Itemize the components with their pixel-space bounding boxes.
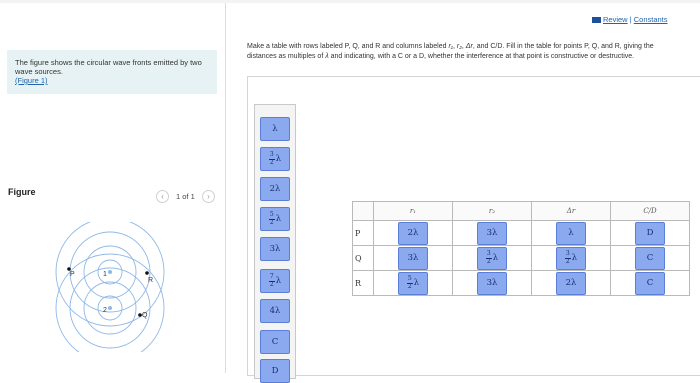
drop-target[interactable] (532, 246, 611, 271)
prompt-text: and indicating, with a (328, 52, 398, 60)
cd-term: C/D (490, 43, 503, 50)
tile-fraction: $\frac{5}{2}$ (407, 275, 412, 290)
answer-table (352, 201, 690, 296)
review-links (592, 15, 668, 24)
tile-symbol: λ (275, 244, 281, 254)
delta-r-term: Δr (465, 43, 473, 50)
prompt-text: or a (402, 52, 419, 60)
review-icon (592, 17, 601, 23)
tile-symbol: λ (275, 306, 281, 316)
source-1-label: 1 (103, 271, 107, 278)
table-row (353, 246, 690, 271)
c-term: C (397, 52, 403, 60)
row-label-p: P (353, 221, 374, 246)
row-label-r: R (353, 271, 374, 296)
prompt-text: , whether the interference at that point is constructive or destructive. (424, 52, 635, 60)
tile-symbol: λ (272, 124, 278, 134)
palette-tile[interactable] (260, 117, 290, 141)
palette-tile[interactable] (260, 330, 290, 354)
tile-fraction: $\frac{3}{2}$ (486, 250, 491, 265)
table-row (353, 271, 690, 296)
drop-target[interactable] (374, 221, 453, 246)
drop-target[interactable] (611, 246, 690, 271)
tile-symbol: C (646, 253, 654, 263)
point-q-label: Q (142, 312, 148, 319)
table-corner (353, 202, 374, 221)
drop-target[interactable] (611, 271, 690, 296)
intro-text: The figure shows the circular wave fronts emitted by two wave sources. (15, 58, 202, 76)
drop-target[interactable] (453, 271, 532, 296)
tile-symbol: λ (492, 228, 498, 238)
placed-tile[interactable] (556, 222, 586, 245)
table-header-row (353, 202, 690, 221)
tile-coefficient: 2 (269, 184, 276, 194)
tile-symbol: λ (571, 253, 578, 263)
answer-palette (254, 104, 296, 379)
tile-symbol: C (646, 278, 654, 288)
question-prompt (247, 42, 677, 61)
review-link[interactable]: Review (603, 15, 628, 24)
tile-symbol: λ (413, 278, 420, 288)
tile-symbol: λ (413, 253, 419, 263)
source-2-dot (108, 306, 112, 310)
tile-coefficient: 3 (407, 253, 414, 263)
prompt-text: Make a table with rows labeled P, Q, and R and columns labeled (247, 43, 449, 50)
drop-target[interactable] (374, 271, 453, 296)
tile-fraction: $\frac{3}{2}$ (269, 151, 274, 166)
drop-target[interactable] (611, 221, 690, 246)
source-1-dot (108, 270, 112, 274)
source-2-label: 2 (103, 307, 107, 314)
figure-title: Figure (8, 187, 36, 197)
chevron-left-icon[interactable]: ‹ (156, 190, 169, 203)
tile-fraction: $\frac{7}{2}$ (269, 273, 274, 288)
tile-symbol: λ (275, 214, 282, 224)
figure-link[interactable]: (Figure 1) (15, 76, 48, 85)
prompt-text: . Fill in the table for points P, Q, and R, giving the distances as multiples of (247, 43, 654, 60)
prompt-text: , and (472, 43, 491, 50)
d-term: D (418, 52, 424, 60)
r2-term: r₂ (456, 43, 462, 50)
point-r-dot (145, 271, 149, 275)
tile-symbol: λ (275, 276, 282, 286)
intro-box (7, 50, 217, 94)
tile-symbol: λ (275, 154, 282, 164)
placed-tile[interactable] (635, 222, 665, 245)
table-row (353, 221, 690, 246)
tile-symbol: λ (275, 184, 281, 194)
chevron-right-icon[interactable]: › (202, 190, 215, 203)
prompt-text: , (461, 43, 466, 50)
placed-tile[interactable] (398, 272, 428, 295)
placed-tile[interactable] (398, 222, 428, 245)
tile-coefficient: 4 (269, 306, 276, 316)
drop-target[interactable] (532, 271, 611, 296)
palette-tile[interactable] (260, 147, 290, 171)
drop-target[interactable] (453, 221, 532, 246)
drop-target[interactable] (453, 246, 532, 271)
pager-text: 1 of 1 (176, 192, 195, 201)
placed-tile[interactable] (635, 247, 665, 270)
tile-symbol: λ (492, 278, 498, 288)
column-header-delta-r: Δr (532, 202, 611, 221)
tile-coefficient: 2 (407, 228, 414, 238)
tile-symbol: λ (413, 228, 419, 238)
tile-coefficient: 2 (565, 278, 572, 288)
palette-tile[interactable] (260, 237, 290, 261)
wave-fronts-diagram (50, 222, 180, 352)
tile-symbol: λ (571, 278, 577, 288)
tile-symbol: D (646, 228, 654, 238)
tile-fraction: $\frac{5}{2}$ (269, 211, 274, 226)
tile-coefficient: 3 (486, 278, 493, 288)
tile-fraction: $\frac{3}{2}$ (565, 250, 570, 265)
row-label-q: Q (353, 246, 374, 271)
palette-tile[interactable] (260, 269, 290, 293)
placed-tile[interactable] (556, 247, 586, 270)
point-r-label: R (148, 277, 154, 284)
tile-coefficient: 3 (486, 228, 493, 238)
prompt-text: , (452, 43, 457, 50)
column-header-r1: r₁ (374, 202, 453, 221)
placed-tile[interactable] (635, 272, 665, 295)
point-p-label: P (70, 271, 75, 278)
placed-tile[interactable] (477, 247, 507, 270)
palette-tile[interactable] (260, 299, 290, 323)
column-header-cd: C/D (611, 202, 690, 221)
palette-tile[interactable] (260, 359, 290, 383)
tile-symbol: λ (568, 228, 574, 238)
drop-target[interactable] (374, 246, 453, 271)
tile-symbol: λ (492, 253, 499, 263)
placed-tile[interactable] (556, 272, 586, 295)
column-header-r2: r₂ (453, 202, 532, 221)
palette-tile[interactable] (260, 207, 290, 231)
constants-link[interactable]: Constants (633, 15, 668, 24)
tile-coefficient: 3 (269, 244, 276, 254)
tile-symbol: C (271, 337, 279, 347)
tile-symbol: D (271, 366, 279, 376)
separator: | (629, 15, 632, 24)
placed-tile[interactable] (398, 247, 428, 270)
placed-tile[interactable] (477, 222, 507, 245)
r1-term: r₁ (448, 43, 453, 50)
palette-tile[interactable] (260, 177, 290, 201)
wavefront-source2 (56, 254, 164, 352)
placed-tile[interactable] (477, 272, 507, 295)
drop-target[interactable] (532, 221, 611, 246)
lambda-term: λ (325, 52, 329, 60)
